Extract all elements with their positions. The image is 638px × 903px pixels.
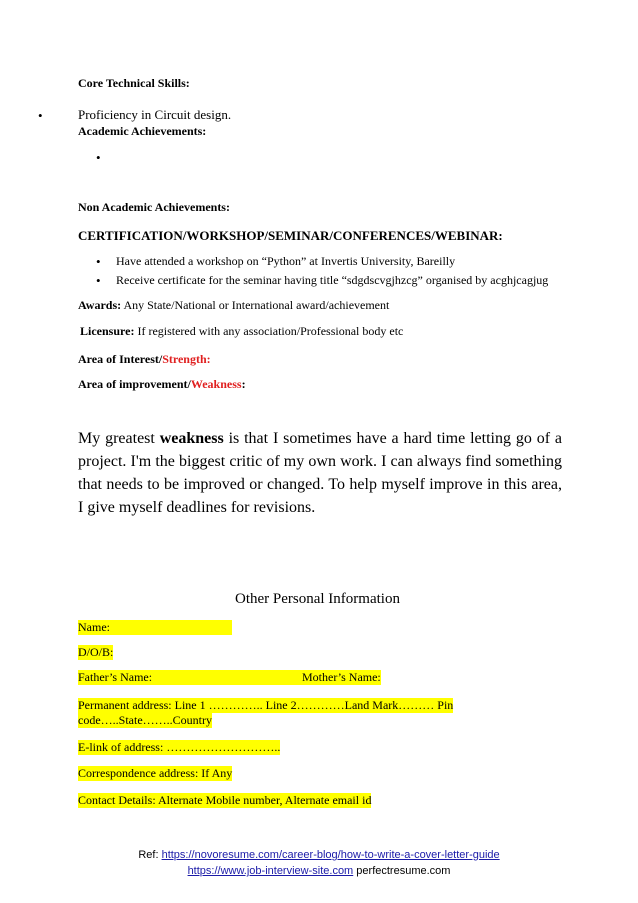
awards-line (78, 298, 389, 313)
paragraph-text: is that I sometimes have a hard time letting go of a project. I'm the biggest critic of my own work. I can always find something that needs to be improved or changed. To help myself improve in this area, I give myself deadlines for revisions. (78, 430, 562, 516)
paragraph-bold: weakness (159, 430, 224, 447)
correspondence-text: Correspondence address: If Any (78, 766, 233, 780)
dob-field (78, 645, 113, 660)
elink-field (78, 740, 280, 755)
certification-heading: CERTIFICATION/WORKSHOP/SEMINAR/CONFERENCES/WEBINAR: (78, 228, 503, 243)
address-text: Permanent address: Line 1 ………….. Line 2…………Land Mark……… Pin (78, 698, 454, 712)
skills-item: Proficiency in Circuit design. (78, 107, 232, 122)
mother-label: Mother’s Name: (302, 670, 381, 684)
certification-item: Have attended a workshop on “Python” at Invertis University, Bareilly (116, 254, 456, 268)
licensure-text: If registered with any association/Professional body etc (134, 324, 404, 338)
non-academic-heading: Non Academic Achievements: (78, 200, 230, 214)
skills-heading: Core Technical Skills: (78, 76, 190, 90)
name-field (78, 620, 232, 635)
improvement-suffix: : (241, 377, 246, 391)
awards-label: Awards: (78, 298, 122, 312)
bullet-icon: • (96, 273, 101, 288)
footer-text: perfectresume.com (353, 865, 451, 877)
footer-link-job-interview[interactable]: https://www.job-interview-site.com (187, 865, 354, 877)
certification-item: Receive certificate for the seminar having title “sdgdscvgjhzcg” organised by acghjcagjug (116, 273, 549, 287)
bullet-icon: • (96, 150, 101, 165)
elink-text: E-link of address: ……………………….. (78, 740, 281, 754)
interest-line (78, 352, 211, 367)
contact-text: Contact Details: Alternate Mobile number, Alternate email id (78, 793, 372, 807)
address-text: code…..State……..Country (78, 713, 212, 727)
correspondence-field (78, 766, 232, 781)
father-label: Father’s Name: (78, 670, 153, 684)
name-label: Name: (78, 620, 110, 634)
weakness-paragraph (78, 427, 562, 519)
contact-field (78, 793, 371, 808)
interest-label: Area of Interest/ (78, 352, 163, 366)
improvement-label: Area of improvement/ (78, 377, 191, 391)
address-line1 (78, 698, 453, 713)
bullet-icon: • (96, 254, 101, 269)
awards-text: Any State/National or International award/achievement (121, 298, 390, 312)
footer-ref2 (0, 865, 638, 877)
footer-link-novoresume[interactable]: https://novoresume.com/career-blog/how-to-write-a-cover-letter-guide (161, 849, 500, 861)
personal-heading: Other Personal Information (235, 591, 400, 607)
footer-ref (0, 849, 638, 861)
address-line2 (78, 713, 212, 728)
dob-label: D/O/B: (78, 645, 114, 659)
interest-accent: Strength: (162, 352, 211, 366)
academic-heading: Academic Achievements: (78, 124, 207, 138)
licensure-label: Licensure: (80, 324, 135, 338)
footer-ref-label: Ref: (138, 849, 162, 861)
bullet-icon: • (38, 108, 43, 123)
paragraph-text: My greatest (78, 430, 160, 447)
parents-field (78, 670, 381, 685)
improvement-line (78, 377, 246, 392)
licensure-line (80, 324, 403, 339)
improvement-accent: Weakness (190, 377, 242, 391)
